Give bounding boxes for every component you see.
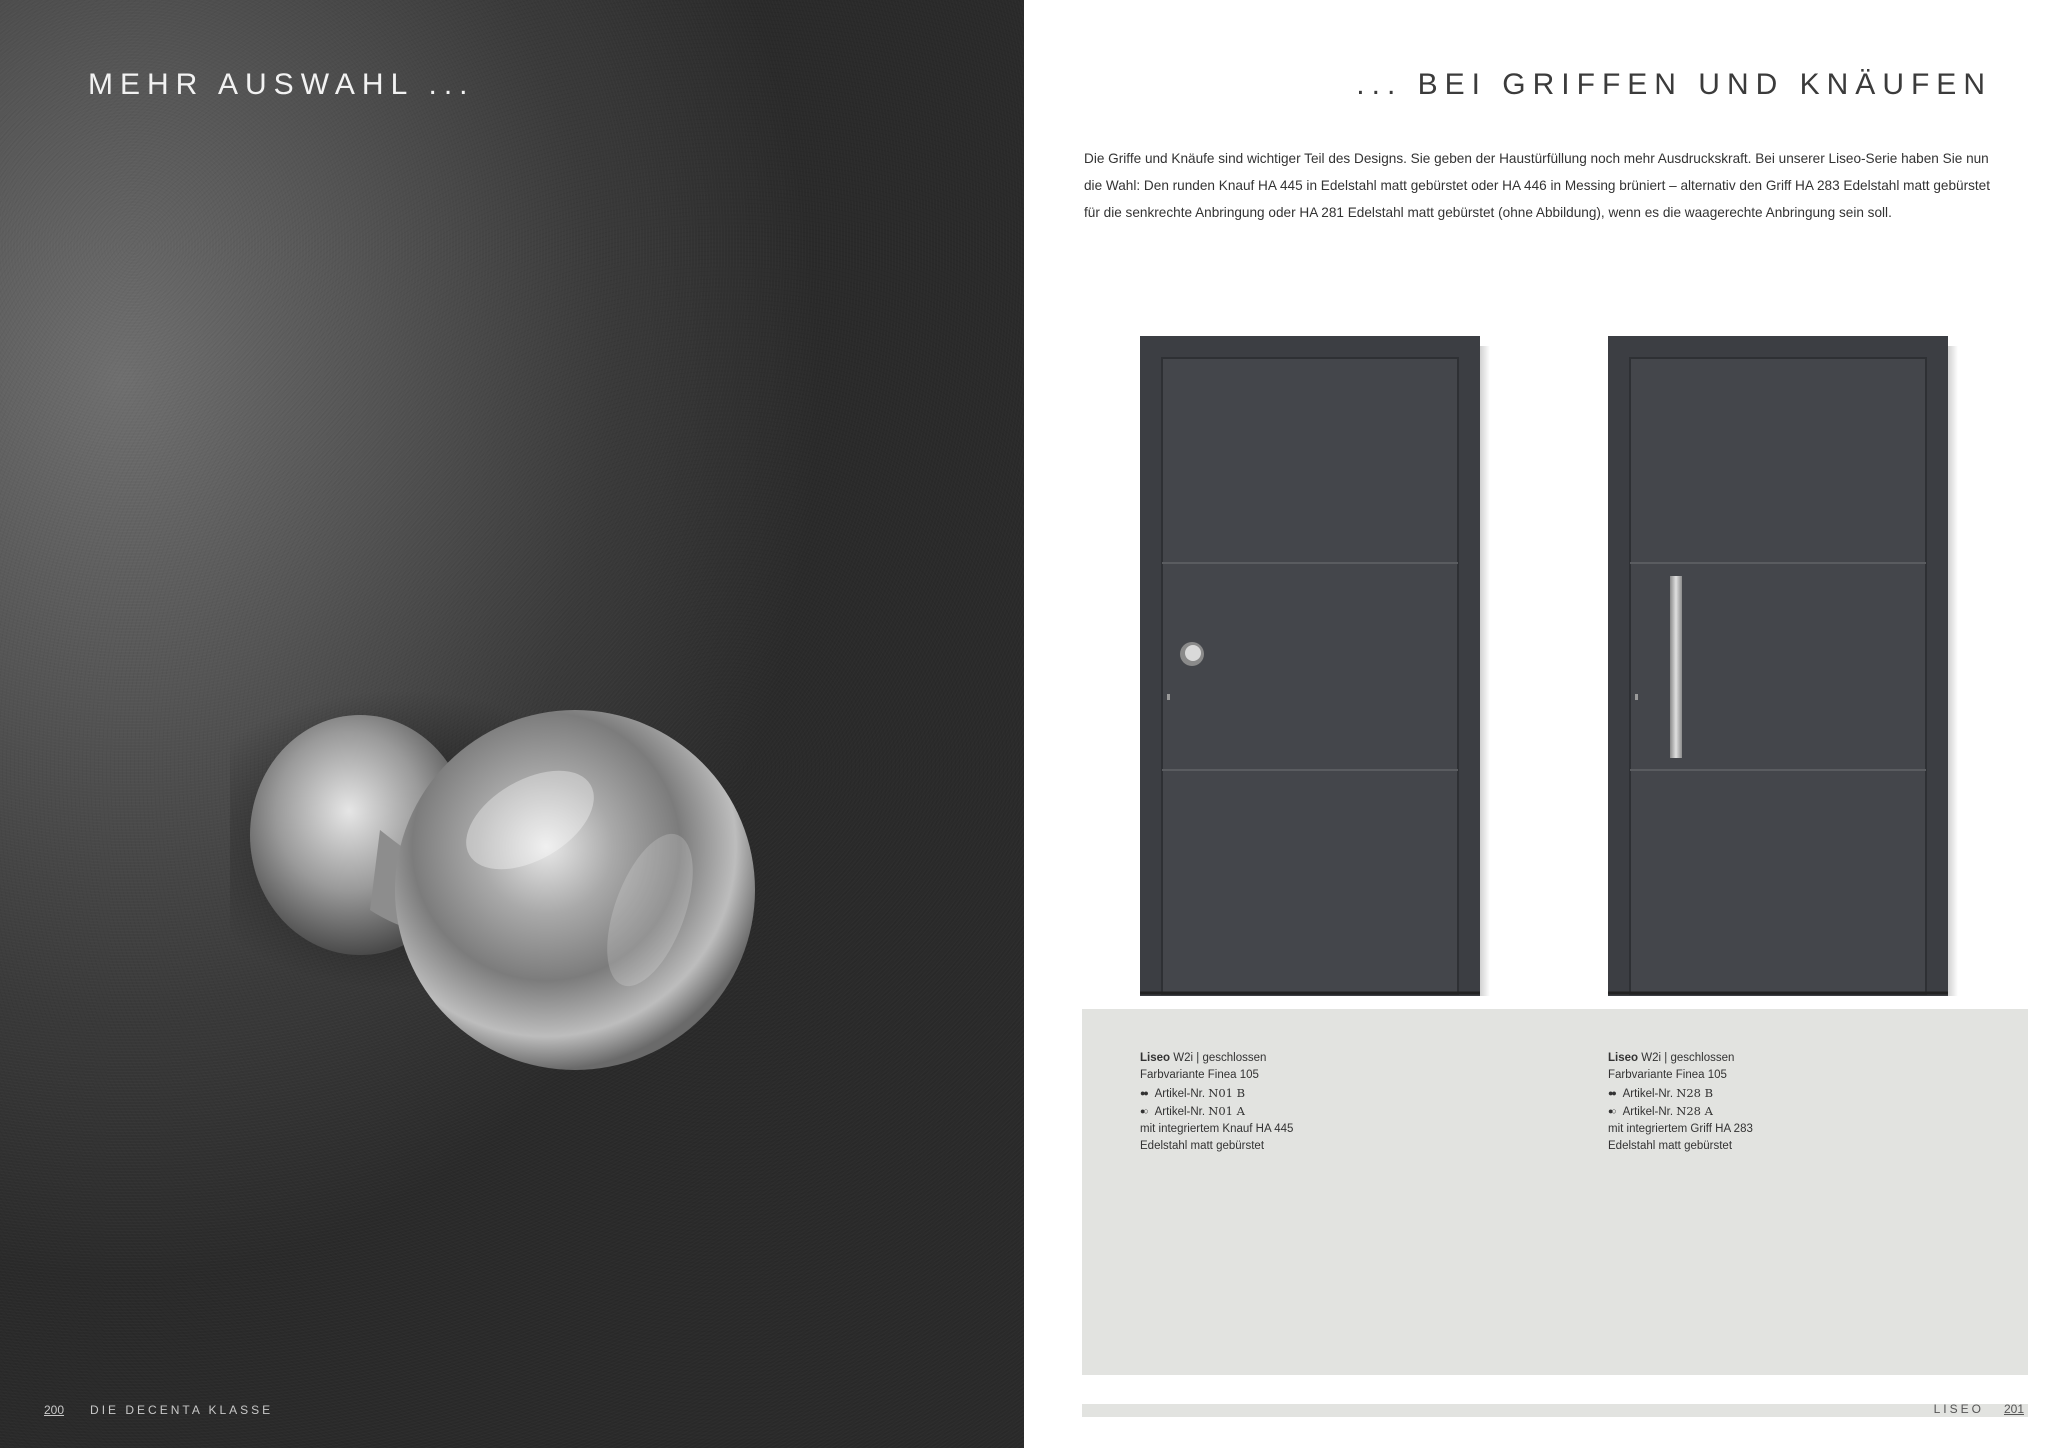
model-variant: W2i xyxy=(1173,1052,1194,1064)
fitting-text: mit integriertem Griff HA 283 xyxy=(1608,1123,1753,1136)
right-footer-label: LISEO xyxy=(1933,1402,1984,1416)
right-page xyxy=(1024,0,2048,1448)
article-number-a: N28 A xyxy=(1676,1103,1713,1118)
finish-text: Edelstahl matt gebürstet xyxy=(1608,1140,1733,1153)
filled-dots-icon: ●● xyxy=(1140,1087,1147,1098)
model-state: geschlossen xyxy=(1202,1052,1267,1064)
left-page-number: 200 xyxy=(44,1403,65,1417)
article-number-b: N28 B xyxy=(1676,1085,1714,1100)
spec-block-n28: Liseo W2i | geschlossen Farbvariante Finea 105 ●● Artikel-Nr. N28 B ●○ Artikel-Nr. N28 A mit integriertem Griff HA 283 Edelstahl matt gebürstet xyxy=(1608,1050,1753,1156)
finish-text: Edelstahl matt gebürstet xyxy=(1140,1140,1265,1153)
intro-line: die Wahl: Den runden Knauf HA 445 in Edelstahl matt gebürstet oder HA 446 in Messing brüniert – alternativ den Griff HA 283 Edelstahl matt gebürstet xyxy=(1084,178,1991,193)
door-image-n28 xyxy=(1608,336,1958,996)
color-variant: Farbvariante Finea 105 xyxy=(1140,1069,1259,1082)
left-footer xyxy=(44,1403,273,1417)
knob-photo xyxy=(230,680,790,1140)
half-dots-icon: ●○ xyxy=(1608,1105,1615,1116)
fitting-text: mit integriertem Knauf HA 445 xyxy=(1140,1123,1294,1136)
left-footer-label: DIE DECENTA KLASSE xyxy=(90,1403,274,1417)
article-prefix: Artikel-Nr. xyxy=(1154,1087,1206,1100)
door-image-n01 xyxy=(1140,336,1490,996)
half-dots-icon: ●○ xyxy=(1140,1105,1147,1116)
knob-head xyxy=(395,710,755,1070)
intro-text xyxy=(1084,145,2004,226)
article-prefix: Artikel-Nr. xyxy=(1154,1105,1206,1118)
right-footer xyxy=(1934,1402,2024,1416)
bar-handle-icon xyxy=(1670,576,1682,758)
left-page-title: MEHR AUSWAHL ... xyxy=(88,68,475,101)
model-variant: W2i xyxy=(1641,1052,1662,1064)
filled-dots-icon: ●● xyxy=(1608,1087,1615,1098)
model-name: Liseo xyxy=(1608,1052,1639,1064)
footer-bar xyxy=(1082,1404,2028,1417)
right-page-title: ... BEI GRIFFEN UND KNÄUFEN xyxy=(1356,68,1992,101)
right-page-number: 201 xyxy=(2003,1402,2024,1416)
intro-line: für die senkrechte Anbringung oder HA 281 Edelstahl matt gebürstet (ohne Abbildung), wenn es die waagerechte Anbringung sein soll. xyxy=(1084,205,1892,220)
color-variant: Farbvariante Finea 105 xyxy=(1608,1069,1727,1082)
round-knob-icon xyxy=(1180,642,1204,666)
article-prefix: Artikel-Nr. xyxy=(1622,1105,1674,1118)
model-state: geschlossen xyxy=(1670,1052,1735,1064)
article-number-a: N01 A xyxy=(1208,1103,1245,1118)
intro-line: Die Griffe und Knäufe sind wichtiger Teil des Designs. Sie geben der Haustürfüllung noch mehr Ausdruckskraft. Bei unserer Liseo-Serie haben Sie nun xyxy=(1084,151,1989,166)
model-name: Liseo xyxy=(1140,1052,1171,1064)
article-number-b: N01 B xyxy=(1208,1085,1246,1100)
article-prefix: Artikel-Nr. xyxy=(1622,1087,1674,1100)
spec-block-n01: Liseo W2i | geschlossen Farbvariante Finea 105 ●● Artikel-Nr. N01 B ●○ Artikel-Nr. N01 A mit integriertem Knauf HA 445 Edelstahl matt gebürstet xyxy=(1140,1050,1293,1156)
